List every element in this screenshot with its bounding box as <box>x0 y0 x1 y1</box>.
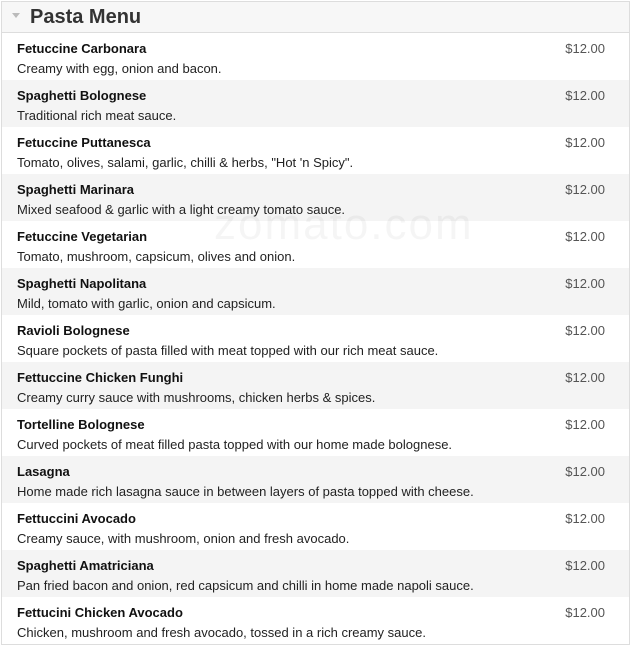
menu-title: Pasta Menu <box>30 5 142 28</box>
item-price: $12.00 <box>565 229 605 244</box>
item-price: $12.00 <box>565 605 605 620</box>
item-description: Tomato, olives, salami, garlic, chilli & herbs, "Hot 'n Spicy". <box>17 155 354 170</box>
item-name: Fetuccine Puttanesca <box>17 135 151 150</box>
menu-item <box>2 362 629 409</box>
item-name: Spaghetti Marinara <box>17 182 135 197</box>
menu-item <box>2 550 629 597</box>
menu-item <box>2 456 629 503</box>
item-price: $12.00 <box>565 88 605 103</box>
menu-header[interactable] <box>2 2 629 33</box>
item-description: Mixed seafood & garlic with a light creamy tomato sauce. <box>17 202 346 217</box>
item-price: $12.00 <box>565 276 605 291</box>
menu-item <box>2 597 629 644</box>
item-price: $12.00 <box>565 511 605 526</box>
item-price: $12.00 <box>565 417 605 432</box>
collapse-caret-icon[interactable] <box>12 13 20 18</box>
item-description: Creamy curry sauce with mushrooms, chicken herbs & spices. <box>17 390 376 405</box>
item-name: Fetuccine Carbonara <box>17 41 147 56</box>
item-name: Fetuccine Vegetarian <box>17 229 148 244</box>
item-price: $12.00 <box>565 182 605 197</box>
item-price: $12.00 <box>565 558 605 573</box>
item-name: Spaghetti Napolitana <box>17 276 147 291</box>
menu-item <box>2 268 629 315</box>
menu-item <box>2 174 629 221</box>
item-description: Tomato, mushroom, capsicum, olives and onion. <box>17 249 296 264</box>
item-description: Creamy with egg, onion and bacon. <box>17 61 222 76</box>
item-description: Square pockets of pasta filled with meat topped with our rich meat sauce. <box>17 343 439 358</box>
menu-item <box>2 503 629 550</box>
item-description: Chicken, mushroom and fresh avocado, tossed in a rich creamy sauce. <box>17 625 426 640</box>
item-price: $12.00 <box>565 323 605 338</box>
item-description: Home made rich lasagna sauce in between layers of pasta topped with cheese. <box>17 484 474 499</box>
item-price: $12.00 <box>565 370 605 385</box>
item-name: Fettuccine Chicken Funghi <box>17 370 184 385</box>
item-description: Pan fried bacon and onion, red capsicum and chilli in home made napoli sauce. <box>17 578 474 593</box>
pasta-menu-panel <box>1 1 630 645</box>
item-price: $12.00 <box>565 135 605 150</box>
item-name: Fettuccini Avocado <box>17 511 136 526</box>
item-name: Ravioli Bolognese <box>17 323 130 338</box>
item-name: Fettucini Chicken Avocado <box>17 605 183 620</box>
item-name: Lasagna <box>17 464 70 479</box>
item-name: Tortelline Bolognese <box>17 417 145 432</box>
menu-list <box>2 33 629 644</box>
menu-item <box>2 221 629 268</box>
item-description: Curved pockets of meat filled pasta topped with our home made bolognese. <box>17 437 453 452</box>
menu-item <box>2 409 629 456</box>
item-name: Spaghetti Amatriciana <box>17 558 154 573</box>
item-price: $12.00 <box>565 41 605 56</box>
item-price: $12.00 <box>565 464 605 479</box>
item-name: Spaghetti Bolognese <box>17 88 147 103</box>
menu-item <box>2 315 629 362</box>
menu-item <box>2 80 629 127</box>
item-description: Mild, tomato with garlic, onion and capsicum. <box>17 296 276 311</box>
menu-item <box>2 33 629 80</box>
item-description: Creamy sauce, with mushroom, onion and fresh avocado. <box>17 531 350 546</box>
item-description: Traditional rich meat sauce. <box>17 108 177 123</box>
menu-item <box>2 127 629 174</box>
